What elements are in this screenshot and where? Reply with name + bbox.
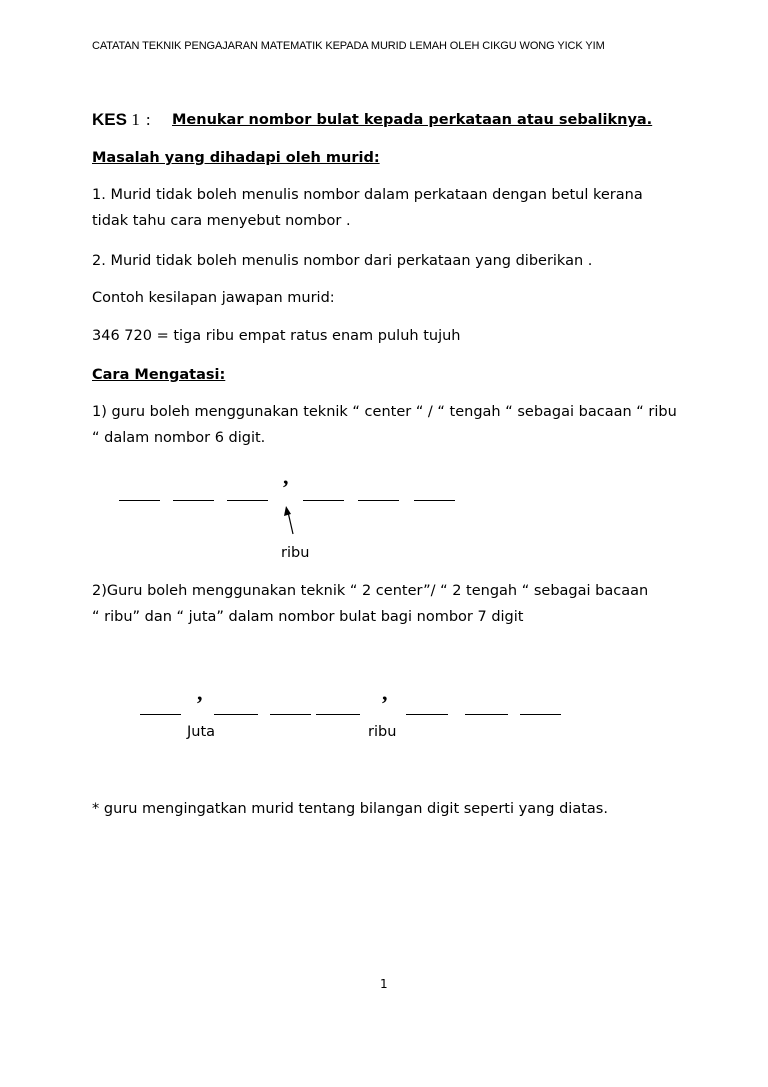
problem-item-1-line-1: 1. Murid tidak boleh menulis nombor dalam perkataan dengan betul kerana bbox=[92, 187, 643, 203]
thousands-comma: , bbox=[382, 680, 388, 705]
pointer-arrow-icon bbox=[280, 506, 300, 538]
case-heading bbox=[92, 110, 653, 130]
digit-blank bbox=[414, 500, 455, 501]
case-colon: : bbox=[145, 110, 151, 129]
digit-blank bbox=[214, 714, 258, 715]
solution-step-1-line-2: “ dalam nombor 6 digit. bbox=[92, 430, 266, 446]
solution-step-2-line-1: 2)Guru boleh menggunakan teknik “ 2 center”/ “ 2 tengah “ sebagai bacaan bbox=[92, 583, 649, 599]
case-number: 1 bbox=[131, 110, 140, 129]
ribu-label: ribu bbox=[281, 545, 310, 561]
digit-blank bbox=[520, 714, 561, 715]
solution-step-2-line-2: “ ribu” dan “ juta” dalam nombor bulat bagi nombor 7 digit bbox=[92, 609, 524, 625]
digit-blank bbox=[227, 500, 268, 501]
solution-step-1-line-1: 1) guru boleh menggunakan teknik “ center “ / “ tengah “ sebagai bacaan “ ribu bbox=[92, 404, 677, 420]
thousands-comma: , bbox=[283, 464, 289, 489]
problem-heading: Masalah yang dihadapi oleh murid: bbox=[92, 150, 380, 166]
ribu-label: ribu bbox=[368, 724, 397, 740]
digit-blank bbox=[270, 714, 311, 715]
solution-heading: Cara Mengatasi: bbox=[92, 367, 226, 383]
teacher-note: * guru mengingatkan murid tentang bilangan digit seperti yang diatas. bbox=[92, 801, 608, 817]
digit-blank bbox=[303, 500, 344, 501]
page-header: CATATAN TEKNIK PENGAJARAN MATEMATIK KEPADA MURID LEMAH OLEH CIKGU WONG YICK YIM bbox=[92, 40, 605, 52]
digit-blank bbox=[316, 714, 360, 715]
example-heading: Contoh kesilapan jawapan murid: bbox=[92, 290, 335, 306]
page-number: 1 bbox=[380, 977, 388, 991]
juta-label: Juta bbox=[187, 724, 216, 740]
digit-blank bbox=[406, 714, 448, 715]
case-title: Menukar nombor bulat kepada perkataan atau sebaliknya. bbox=[172, 112, 653, 128]
case-label: KES bbox=[92, 110, 127, 129]
digit-blank bbox=[465, 714, 508, 715]
millions-comma: , bbox=[197, 680, 203, 705]
example-answer: 346 720 = tiga ribu empat ratus enam puluh tujuh bbox=[92, 328, 461, 344]
digit-blank bbox=[173, 500, 214, 501]
digit-blank bbox=[140, 714, 181, 715]
problem-item-1-line-2: tidak tahu cara menyebut nombor . bbox=[92, 213, 351, 229]
problem-item-2: 2. Murid tidak boleh menulis nombor dari perkataan yang diberikan . bbox=[92, 253, 593, 269]
digit-blank bbox=[119, 500, 160, 501]
digit-blank bbox=[358, 500, 399, 501]
